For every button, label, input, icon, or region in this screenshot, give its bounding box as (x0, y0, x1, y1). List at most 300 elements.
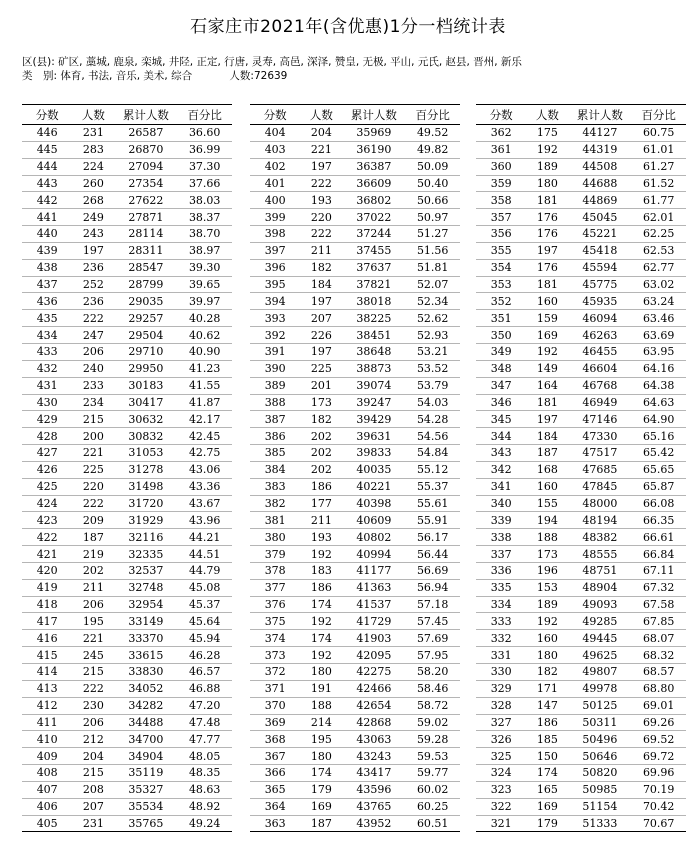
cell-cumulative: 34282 (114, 697, 177, 714)
table-row (250, 192, 460, 209)
cell-cumulative: 34904 (114, 748, 177, 765)
cell-cumulative: 42868 (342, 714, 405, 731)
cell-percent: 69.96 (631, 765, 686, 782)
cell-count: 207 (300, 310, 342, 327)
cell-cumulative: 28311 (114, 242, 177, 259)
cell-cumulative: 26587 (114, 125, 177, 142)
cell-percent: 70.42 (631, 798, 686, 815)
cell-cumulative: 32537 (114, 562, 177, 579)
cell-percent: 40.62 (177, 327, 232, 344)
header-count: 人数 (300, 105, 342, 125)
table-row (250, 562, 460, 579)
cell-count: 202 (300, 428, 342, 445)
cell-percent: 54.84 (405, 445, 460, 462)
table-row (22, 192, 232, 209)
cell-count: 197 (72, 242, 114, 259)
table-row (250, 242, 460, 259)
cell-score: 328 (476, 697, 526, 714)
cell-percent: 48.05 (177, 748, 232, 765)
cell-count: 184 (526, 428, 568, 445)
cell-cumulative: 29257 (114, 310, 177, 327)
cell-count: 202 (300, 445, 342, 462)
cell-count: 197 (300, 343, 342, 360)
cell-cumulative: 41729 (342, 613, 405, 630)
cell-score: 436 (22, 293, 72, 310)
cell-cumulative: 40994 (342, 546, 405, 563)
cell-cumulative: 36190 (342, 141, 405, 158)
cell-percent: 39.30 (177, 259, 232, 276)
cell-count: 260 (72, 175, 114, 192)
cell-cumulative: 27094 (114, 158, 177, 175)
table-row (22, 579, 232, 596)
cell-cumulative: 32335 (114, 546, 177, 563)
cell-count: 222 (72, 495, 114, 512)
cell-percent: 70.67 (631, 815, 686, 832)
table-row (250, 226, 460, 243)
cell-score: 322 (476, 798, 526, 815)
cell-percent: 41.23 (177, 360, 232, 377)
cell-score: 380 (250, 529, 300, 546)
table-row (476, 815, 686, 832)
cell-cumulative: 50125 (568, 697, 631, 714)
cell-percent: 45.37 (177, 596, 232, 613)
cell-score: 435 (22, 310, 72, 327)
cell-score: 446 (22, 125, 72, 142)
cell-score: 412 (22, 697, 72, 714)
cell-percent: 58.72 (405, 697, 460, 714)
cell-score: 426 (22, 461, 72, 478)
cell-cumulative: 46768 (568, 377, 631, 394)
cell-cumulative: 45418 (568, 242, 631, 259)
cell-percent: 65.87 (631, 478, 686, 495)
header-cumulative: 累计人数 (342, 105, 405, 125)
cell-score: 434 (22, 327, 72, 344)
cell-count: 185 (526, 731, 568, 748)
cell-score: 367 (250, 748, 300, 765)
cell-cumulative: 42466 (342, 680, 405, 697)
cell-score: 392 (250, 327, 300, 344)
cell-percent: 56.17 (405, 529, 460, 546)
cell-score: 337 (476, 546, 526, 563)
cell-score: 373 (250, 647, 300, 664)
table-row (476, 562, 686, 579)
table-row (476, 343, 686, 360)
table-row (22, 428, 232, 445)
cell-cumulative: 28799 (114, 276, 177, 293)
cell-score: 334 (476, 596, 526, 613)
cell-score: 371 (250, 680, 300, 697)
table-row (22, 327, 232, 344)
table-row (22, 512, 232, 529)
table-row (22, 276, 232, 293)
table-row (22, 242, 232, 259)
cell-percent: 38.97 (177, 242, 232, 259)
cell-cumulative: 35327 (114, 781, 177, 798)
cell-cumulative: 47330 (568, 428, 631, 445)
cell-score: 377 (250, 579, 300, 596)
cell-count: 220 (300, 209, 342, 226)
cell-score: 370 (250, 697, 300, 714)
cell-percent: 55.91 (405, 512, 460, 529)
cell-percent: 69.01 (631, 697, 686, 714)
category-line (22, 70, 287, 83)
cell-percent: 40.28 (177, 310, 232, 327)
cell-percent: 53.79 (405, 377, 460, 394)
cell-percent: 49.52 (405, 125, 460, 142)
cell-score: 444 (22, 158, 72, 175)
cell-count: 195 (300, 731, 342, 748)
table-row (22, 529, 232, 546)
cell-count: 180 (526, 175, 568, 192)
cell-score: 336 (476, 562, 526, 579)
cell-count: 181 (526, 276, 568, 293)
cell-cumulative: 48904 (568, 579, 631, 596)
cell-score: 409 (22, 748, 72, 765)
table-row (22, 596, 232, 613)
table-row (476, 512, 686, 529)
table-row (476, 428, 686, 445)
cell-count: 179 (300, 781, 342, 798)
cell-score: 359 (476, 175, 526, 192)
cell-percent: 37.30 (177, 158, 232, 175)
cell-score: 399 (250, 209, 300, 226)
table-row (250, 664, 460, 681)
cell-percent: 64.38 (631, 377, 686, 394)
cell-cumulative: 34488 (114, 714, 177, 731)
cell-cumulative: 44869 (568, 192, 631, 209)
table-row (476, 630, 686, 647)
cell-cumulative: 48382 (568, 529, 631, 546)
cell-count: 165 (526, 781, 568, 798)
cell-count: 192 (300, 613, 342, 630)
cell-cumulative: 51333 (568, 815, 631, 832)
cell-percent: 49.24 (177, 815, 232, 832)
cell-cumulative: 46949 (568, 394, 631, 411)
cell-percent: 67.85 (631, 613, 686, 630)
cell-count: 187 (72, 529, 114, 546)
table-row (476, 798, 686, 815)
table-row (22, 731, 232, 748)
cell-score: 387 (250, 411, 300, 428)
cell-score: 346 (476, 394, 526, 411)
header-count: 人数 (526, 105, 568, 125)
cell-percent: 50.40 (405, 175, 460, 192)
cell-cumulative: 45221 (568, 226, 631, 243)
cell-percent: 42.45 (177, 428, 232, 445)
cell-score: 430 (22, 394, 72, 411)
cell-count: 180 (300, 748, 342, 765)
cell-percent: 60.02 (405, 781, 460, 798)
cell-cumulative: 45775 (568, 276, 631, 293)
cell-count: 197 (300, 293, 342, 310)
cell-cumulative: 32116 (114, 529, 177, 546)
cell-score: 423 (22, 512, 72, 529)
table-row (250, 697, 460, 714)
table-row (250, 731, 460, 748)
cell-count: 268 (72, 192, 114, 209)
table-row (22, 125, 232, 142)
cell-percent: 43.96 (177, 512, 232, 529)
cell-percent: 46.88 (177, 680, 232, 697)
cell-percent: 55.37 (405, 478, 460, 495)
table-row (250, 579, 460, 596)
cell-percent: 55.61 (405, 495, 460, 512)
cell-score: 428 (22, 428, 72, 445)
cell-percent: 64.16 (631, 360, 686, 377)
cell-count: 174 (526, 765, 568, 782)
cell-count: 283 (72, 141, 114, 158)
cell-cumulative: 33370 (114, 630, 177, 647)
table-row (476, 748, 686, 765)
table-row (22, 495, 232, 512)
cell-percent: 67.11 (631, 562, 686, 579)
cell-score: 420 (22, 562, 72, 579)
cell-score: 348 (476, 360, 526, 377)
cell-percent: 46.57 (177, 664, 232, 681)
cell-count: 247 (72, 327, 114, 344)
cell-percent: 52.93 (405, 327, 460, 344)
cell-cumulative: 39833 (342, 445, 405, 462)
table-row (250, 781, 460, 798)
cell-percent: 67.58 (631, 596, 686, 613)
cell-cumulative: 44688 (568, 175, 631, 192)
cell-percent: 65.65 (631, 461, 686, 478)
cell-count: 193 (300, 192, 342, 209)
cell-count: 222 (300, 175, 342, 192)
cell-percent: 51.56 (405, 242, 460, 259)
cell-count: 194 (526, 512, 568, 529)
cell-percent: 68.57 (631, 664, 686, 681)
cell-count: 231 (72, 815, 114, 832)
cell-cumulative: 33149 (114, 613, 177, 630)
header-score: 分数 (476, 105, 526, 125)
cell-percent: 68.32 (631, 647, 686, 664)
cell-cumulative: 40398 (342, 495, 405, 512)
cell-count: 173 (300, 394, 342, 411)
cell-count: 225 (300, 360, 342, 377)
cell-score: 374 (250, 630, 300, 647)
cell-cumulative: 35534 (114, 798, 177, 815)
table-row (22, 310, 232, 327)
table-row (250, 276, 460, 293)
cell-cumulative: 50311 (568, 714, 631, 731)
header-percent: 百分比 (405, 105, 460, 125)
table-row (476, 259, 686, 276)
cell-percent: 66.35 (631, 512, 686, 529)
cell-count: 197 (300, 158, 342, 175)
cell-count: 171 (526, 680, 568, 697)
header-score: 分数 (22, 105, 72, 125)
table-header-row (22, 105, 232, 125)
cell-count: 181 (526, 394, 568, 411)
cell-cumulative: 45594 (568, 259, 631, 276)
cell-percent: 53.52 (405, 360, 460, 377)
cell-percent: 61.01 (631, 141, 686, 158)
cell-score: 400 (250, 192, 300, 209)
cell-cumulative: 29950 (114, 360, 177, 377)
cell-percent: 38.37 (177, 209, 232, 226)
cell-count: 211 (72, 579, 114, 596)
cell-score: 440 (22, 226, 72, 243)
cell-score: 419 (22, 579, 72, 596)
cell-score: 406 (22, 798, 72, 815)
cell-cumulative: 48751 (568, 562, 631, 579)
cell-count: 245 (72, 647, 114, 664)
cell-score: 439 (22, 242, 72, 259)
table-row (476, 141, 686, 158)
table-header-row (250, 105, 460, 125)
cell-count: 243 (72, 226, 114, 243)
cell-cumulative: 43063 (342, 731, 405, 748)
cell-count: 160 (526, 478, 568, 495)
cell-score: 382 (250, 495, 300, 512)
table-row (476, 411, 686, 428)
cell-count: 209 (72, 512, 114, 529)
cell-score: 407 (22, 781, 72, 798)
cell-cumulative: 37821 (342, 276, 405, 293)
cell-cumulative: 42654 (342, 697, 405, 714)
cell-count: 192 (300, 647, 342, 664)
cell-percent: 60.25 (405, 798, 460, 815)
cell-percent: 56.69 (405, 562, 460, 579)
table-row (250, 478, 460, 495)
cell-percent: 43.06 (177, 461, 232, 478)
cell-percent: 66.84 (631, 546, 686, 563)
table-row (250, 360, 460, 377)
cell-score: 402 (250, 158, 300, 175)
table-header-row (476, 105, 686, 125)
cell-percent: 43.36 (177, 478, 232, 495)
cell-count: 200 (72, 428, 114, 445)
cell-percent: 50.66 (405, 192, 460, 209)
cell-count: 202 (72, 562, 114, 579)
cell-percent: 59.77 (405, 765, 460, 782)
cell-percent: 55.12 (405, 461, 460, 478)
cell-count: 192 (526, 613, 568, 630)
cell-count: 206 (72, 714, 114, 731)
cell-score: 354 (476, 259, 526, 276)
cell-count: 222 (300, 226, 342, 243)
table-row (22, 226, 232, 243)
table-row (476, 310, 686, 327)
cell-count: 186 (300, 579, 342, 596)
table-row (476, 731, 686, 748)
cell-count: 186 (300, 478, 342, 495)
cell-cumulative: 38225 (342, 310, 405, 327)
cell-score: 332 (476, 630, 526, 647)
cell-count: 183 (300, 562, 342, 579)
cell-cumulative: 36387 (342, 158, 405, 175)
table-row (476, 461, 686, 478)
header-cumulative: 累计人数 (568, 105, 631, 125)
cell-score: 324 (476, 765, 526, 782)
cell-cumulative: 45045 (568, 209, 631, 226)
table-row (476, 158, 686, 175)
table-row (22, 343, 232, 360)
cell-score: 357 (476, 209, 526, 226)
cell-cumulative: 32748 (114, 579, 177, 596)
cell-count: 204 (300, 125, 342, 142)
cell-score: 411 (22, 714, 72, 731)
cell-score: 330 (476, 664, 526, 681)
table-row (22, 613, 232, 630)
table-row (250, 596, 460, 613)
cell-percent: 46.28 (177, 647, 232, 664)
header-score: 分数 (250, 105, 300, 125)
table-row (476, 360, 686, 377)
cell-count: 176 (526, 259, 568, 276)
cell-cumulative: 31498 (114, 478, 177, 495)
cell-percent: 68.07 (631, 630, 686, 647)
cell-count: 222 (72, 680, 114, 697)
cell-cumulative: 39074 (342, 377, 405, 394)
cell-percent: 48.35 (177, 765, 232, 782)
table-row (476, 276, 686, 293)
table-row (250, 765, 460, 782)
table-row (250, 495, 460, 512)
cell-percent: 47.77 (177, 731, 232, 748)
cell-cumulative: 29035 (114, 293, 177, 310)
cell-count: 182 (526, 664, 568, 681)
cell-cumulative: 43765 (342, 798, 405, 815)
cell-score: 415 (22, 647, 72, 664)
cell-cumulative: 50820 (568, 765, 631, 782)
cell-percent: 64.63 (631, 394, 686, 411)
cell-percent: 37.66 (177, 175, 232, 192)
cell-cumulative: 26870 (114, 141, 177, 158)
cell-cumulative: 50985 (568, 781, 631, 798)
cell-count: 208 (72, 781, 114, 798)
table-row (22, 664, 232, 681)
table-row (22, 798, 232, 815)
cell-cumulative: 34700 (114, 731, 177, 748)
table-row (476, 125, 686, 142)
cell-count: 222 (72, 310, 114, 327)
cell-percent: 63.24 (631, 293, 686, 310)
table-row (476, 175, 686, 192)
cell-cumulative: 38018 (342, 293, 405, 310)
cell-count: 233 (72, 377, 114, 394)
cell-count: 214 (300, 714, 342, 731)
cell-score: 350 (476, 327, 526, 344)
cell-score: 342 (476, 461, 526, 478)
cell-percent: 41.87 (177, 394, 232, 411)
cell-score: 329 (476, 680, 526, 697)
header-percent: 百分比 (177, 105, 232, 125)
cell-score: 397 (250, 242, 300, 259)
cell-score: 327 (476, 714, 526, 731)
cell-cumulative: 30632 (114, 411, 177, 428)
table-row (476, 242, 686, 259)
cell-cumulative: 47146 (568, 411, 631, 428)
cell-count: 220 (72, 478, 114, 495)
cell-count: 175 (526, 125, 568, 142)
cell-score: 413 (22, 680, 72, 697)
table-row (22, 781, 232, 798)
cell-percent: 56.94 (405, 579, 460, 596)
cell-count: 201 (300, 377, 342, 394)
cell-score: 364 (250, 798, 300, 815)
cell-count: 147 (526, 697, 568, 714)
cell-score: 349 (476, 343, 526, 360)
cell-score: 321 (476, 815, 526, 832)
cell-percent: 57.18 (405, 596, 460, 613)
headcount-text: 人数:72639 (229, 70, 288, 82)
cell-count: 187 (300, 815, 342, 832)
cell-count: 204 (72, 748, 114, 765)
cell-score: 442 (22, 192, 72, 209)
cell-score: 361 (476, 141, 526, 158)
